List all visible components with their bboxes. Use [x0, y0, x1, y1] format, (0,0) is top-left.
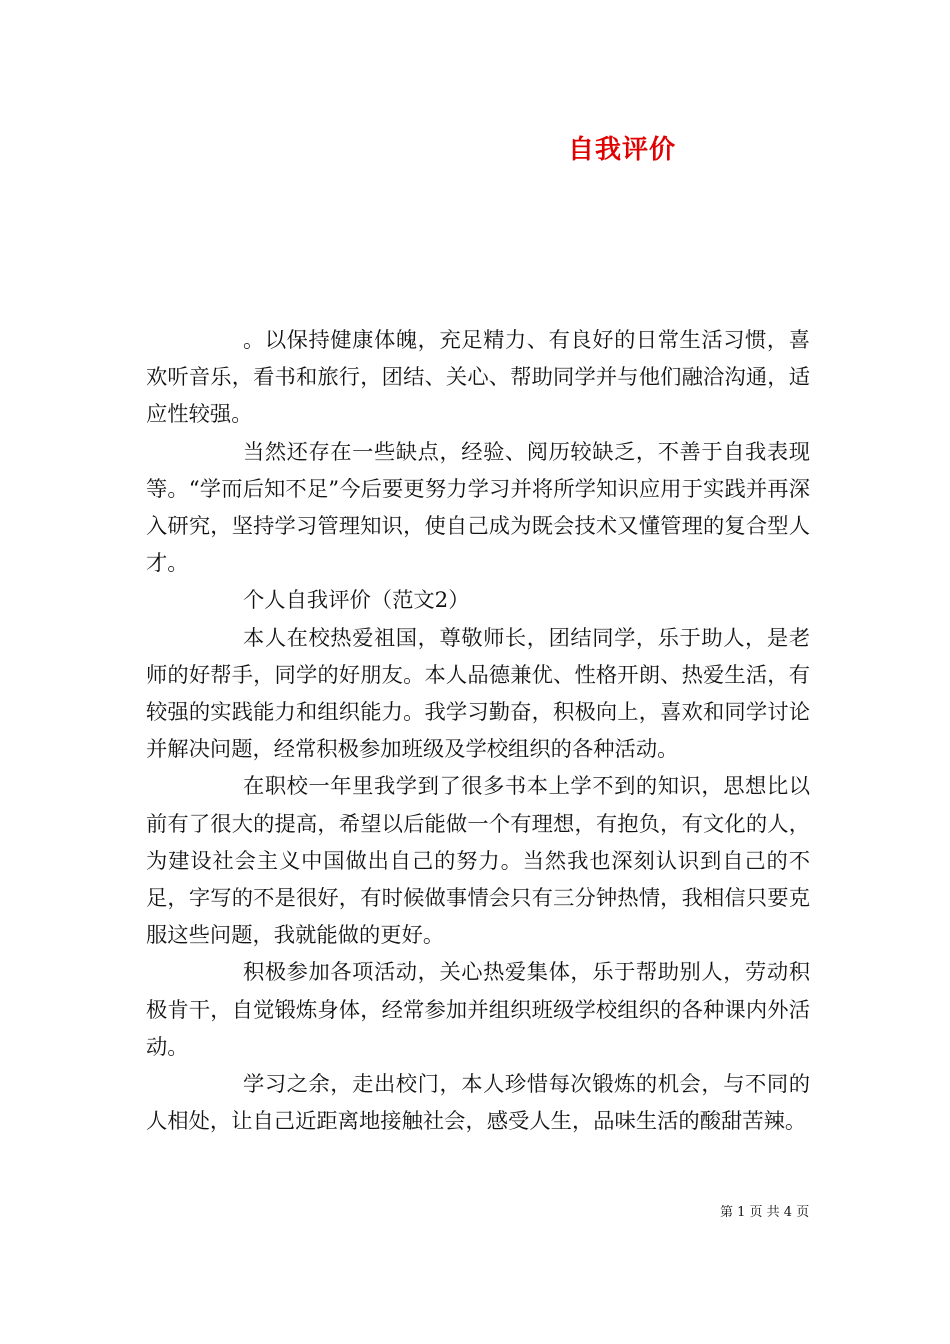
section-heading-sample-2: 个人自我评价（范文2） [243, 588, 470, 614]
paragraph-4: 在职校一年里我学到了很多书本上学不到的知识，思想比以前有了很大的提高，希望以后能做一个有理想，有抱负，有文化的人，为建设社会主义中国做出自己的努力。当然我也深刻认识到自己的不足，字写的不是很好，有时候做事情会只有三分钟热情，我相信只要克服这些问题，我就能做的更好。 [146, 774, 810, 949]
page-footer [720, 1204, 809, 1222]
paragraph-1: 。以保持健康体魄，充足精力、有良好的日常生活习惯，喜欢听音乐，看书和旅行，团结、关心、帮助同学并与他们融洽沟通，适应性较强。 [146, 328, 810, 428]
paragraph-2: 当然还存在一些缺点，经验、阅历较缺乏，不善于自我表现等。“学而后知不足”今后要更努力学习并将所学知识应用于实践并再深入研究，坚持学习管理知识，使自己成为既会技术又懂管理的复合型人才。 [146, 439, 810, 577]
paragraph-5: 积极参加各项活动，关心热爱集体，乐于帮助别人，劳动积极肯干，自觉锻炼身体，经常参加并组织班级学校组织的各种课内外活动。 [146, 960, 810, 1060]
page-number-label: 第 1 页 共 4 页 [720, 1205, 810, 1220]
document-title: 自我评价 [568, 135, 677, 165]
paragraph-3: 本人在校热爱祖国，尊敬师长，团结同学，乐于助人，是老师的好帮手，同学的好朋友。本人品德兼优、性格开朗、热爱生活，有较强的实践能力和组织能力。我学习勤奋，积极向上，喜欢和同学讨论并解决问题，经常积极参加班级及学校组织的各种活动。 [146, 625, 810, 763]
paragraph-6: 学习之余，走出校门，本人珍惜每次锻炼的机会，与不同的人相处，让自己近距离地接触社会，感受人生，品味生活的酸甜苦辣。 [146, 1072, 810, 1135]
document-body [146, 322, 810, 1140]
